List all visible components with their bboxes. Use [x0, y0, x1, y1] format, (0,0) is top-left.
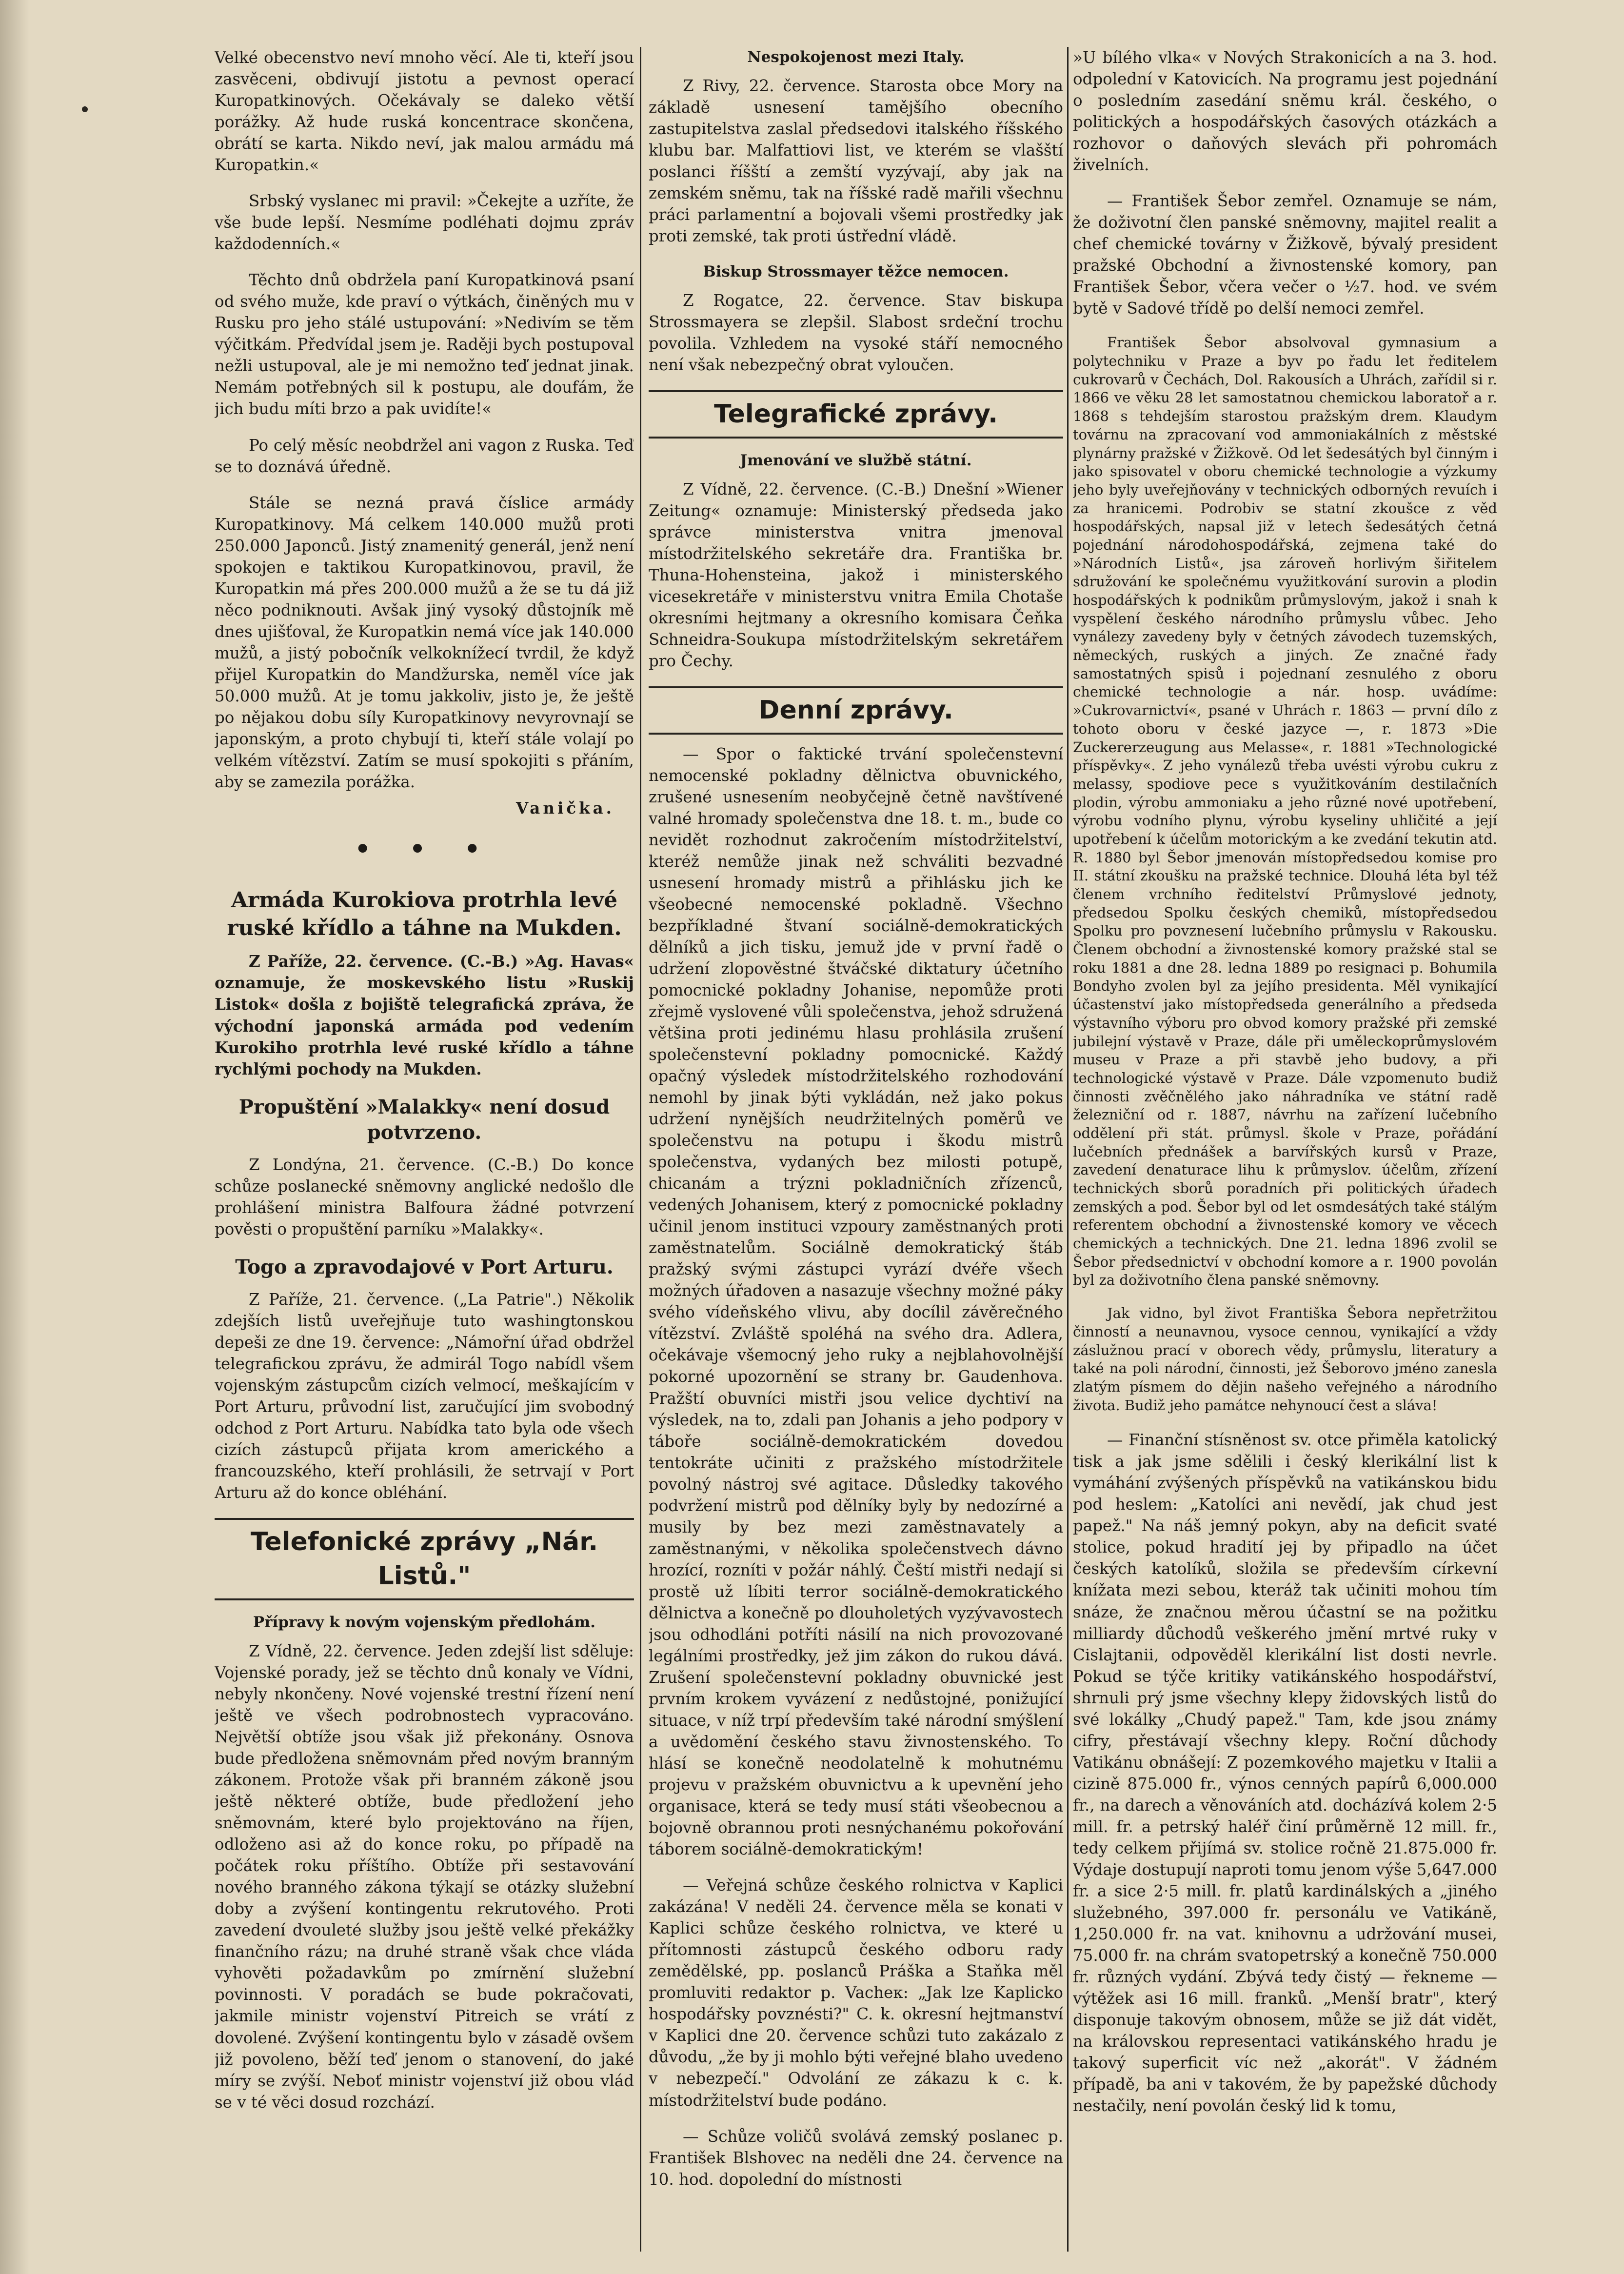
headline-appointments: Jmenování ve službě státní.: [740, 451, 972, 469]
article-paragraph: — Veřejná schůze českého rolnictva v Kaplici zakázána! V neděli 24. července měla se konati v Kaplici schůze českého rolnictva, ve které u přítomnosti zástupců českého odboru rady zemědělské, pp. poslanců Práška a Staňka měl promluviti redaktor p. Vacheк: „Jak lze Kaplicko hospodářsky povznésti?" C. k. okresní hejtmanství v Kaplici dne 20. července schůzi tuto zakázalo z důvodu, „že by ji mohlo býti veřejné blaho uvedeno v nebezpečí." Odvolání ze zákazu k c. k. místodržitelství bude podáno.: [649, 1876, 1063, 2110]
article-paragraph: Z Paříže, 22. července. (C.-B.) »Ag. Havas« oznamuje, že moskevského listu »Ruskij Listok« došla z bojiště telegrafická zpráva, že východní japonská armáda pod vedením Kurokiho protrhla levé ruské křídlo a táhne rychlými pochody na Mukden.: [215, 952, 634, 1078]
article-paragraph: František Šebor absolvoval gymnasium a polytechniku v Praze a byv po řadu let ředitelem cukrovarů v Čechách, Dol. Rakousích a Uhrách, zařídil si r. 1866 ve věku 28 let samostatnou chemickou laboratoř a r. 1868 s tehdejším starostou pražským drem. Klaudym továrnu na zpracovaní vod ammoniakálních z městské plynárny pražské v Žižkově. Od let šedesátých byl činným i jako spisovatel v oboru chemické technologie a výzkumy jeho byly uveřejňovány v technických odborných revuích i za hranicemi. Podrobiv se statní zkoušce z věd hospodářských, napsal již v letech šedesátých četná pojednání národohospodářská, zejmena také do »Národních Listů«, jsa zároveň horlivým šiřitelem sdružování ke společnému využitkování surovin a plodin hospodářských k podnikům průmyslovým, jakož i snah k vyspělení českého národního průmyslu vůbec. Jeho vynálezy zavedeny byly v četných závodech tuzemských, německých, ruských a jiných. Ze značné řady samostatných spisů i pojednaní zesnulého z oboru chemické technologie a nár. hosp. uvádíme: »Cukrovarnictví«, psané v Uhrách r. 1863 — první dílo z tohoto oboru v české jazyce —, r. 1873 »Die Zuckererzeugung aus Melasse«, r. 1881 »Technologické příspěvky«. Z jeho vynálezů třeba uvésti výrobu cukru z melassy, spodiove pece s využitkováním destilačních plodin, výrobu ammoniaku a jeho různé nové upotřebení, výrobu vodního plynu, výrobu kyseliny uhličité a její upotřebení k účelům motorickým a ke zvedání tekutin atd. R. 1880 byl Šebor jmenován místopředsedou komise pro II. státní zkoušku na pražské technice. Dlouhá léta byl též členem vrchního ředitelství Průmyslové jednoty, předsedou Spolku českých chemiků, místopředsedou Spolku pro povznesení lučebního průmyslu v Rakousku. Členem obchodní a živnostenské komory pražské stal se roku 1881 a dne 28. ledna 1889 po resignaci p. Bohumila Bondyho zvolen byl za jejího presidenta. Měl vynikající účastenství jako místopředseda generálního a předseda výstavního výboru pro obvod komory pražské při zemské jubilejní výstavě v Praze, dále při uměleckoprůmyslovém museu v Praze a při stavbě jeho budovy, a při technologické výstavě v Praze. Dále vzpomenuto budiž činnosti zvěčnělého jako náhradníka ve státní radě železniční od r. 1887, návrhu na zařízení lučebního oddělení při stát. průmysl. škole v Praze, pořádání lučebních přednášek a barvířských kursů v Praze, zavedení denaturace lihu k průmyslov. účelům, zřízení technických sborů poradních při politických úřadech zemských a pod. Šebor byl od let osmdesátých také stálým referentem obchodní a živnostenské komory ve věcech chemických a technických. Dne 21. ledna 1896 zvolil se Šebor předsednictví v obchodní komore a r. 1900 povolán byl za doživotního člena panské sněmovny.: [1073, 334, 1497, 1289]
article-paragraph: Z Paříže, 21. července. („La Patrie".) Několik zdejších listů uveřejňuje tuto washingtonskou depeši ze dne 19. července: „Námořní úřad obdržel telegrafickou zprávu, že admirál Togo nabídl všem vojenským zástupcům cizích velmocí, meškajícím v Port Arturu, průvodní list, zaručující jim svobodný odchod z Port Arturu. Nabídka tato byla ode všech cizích zástupců přijata krom amerického a francouzského, kteří prohlásili, že setrvají v Port Arturu až do konce obléhání.: [215, 1290, 634, 1502]
article-paragraph: Jak vidno, byl život Františka Šebora nepřetržitou činností a neunavnou, vysoce cennou, vynikající a vždy záslužnou prací v oborech vědy, průmyslu, literatury a také na poli národní, činnosti, jež Šeborovo jméno zanesla zlatým písmem do dějin našeho veřejného a národního života. Budiž jeho památce nehynoucí čest a sláva!: [1073, 1305, 1497, 1414]
headline-malakka: Propuštění »Malakky« není dosud potvrzeno.: [238, 1095, 610, 1144]
article-paragraph: — Finanční stísněnost sv. otce přiměla katolický tisk a jak jsme sdělili i český klerikální list k vymáhání zvýšených příspěvků na vatikánskou bidu pod heslem: „Katolíci ani nevědí, jak chud jest papež." Na náš jemný pokyn, aby na deficit svaté stolice, pokud hradití jej by připadlo na účet českých katolíků, složila se především církevní knížata mezi sebou, kteráž tak učiniti mohou tím snáze, že značnou měrou účastní se na požitku milliardy důchodů veškerého jmění mrtvé ruky v Cislajtanii, odpověděl klerikální list dosti nevrle. Pokud se týče kritiky vatikánského hospodářství, shrnuli prý jsme všechny klepy židovských listů do své lokálky „Chudý papež." Tam, kde jsou známy cifry, přestávají všechny klepy. Roční důchody Vatikánu obnášejí: Z pozemkového majetku v Italii a cizině 875.000 fr., výnos cenných papírů 6,000.000 fr., na darech a věnováních atd. docházívá kolem 2·5 mill. fr. a petrský haléř činí průměrně 12 mill. fr., tedy celkem přijímá sv. stolice ročně 21.875.000 fr. Výdaje dostupují naproti tomu jenom výše 5,647.000 fr. a sice 2·5 mill. fr. platů kardinálských a „jiného služebného, 397.000 fr. personálu ve Vatikáně, 1,250.000 fr. na vat. knihovnu a udržování musei, 75.000 fr. na chrám svatopetrský a konečně 750.000 fr. různých vydání. Zbývá tedy čistý — řekneme — výtěžek asi 16 mill. franků. „Menší bratr", který disponuje takovým obnosem, může se již dát vidět, na královskou representaci vatikánského hradu je takový superficit víc než „akorát". V žádném případě, ba ani v takovém, že by papežské důchody nestačily, není povolán český lid k tomu,: [1073, 1431, 1497, 2115]
column-rule-1: [640, 47, 641, 2252]
ink-spot: [82, 106, 88, 112]
headline-togo: Togo a zpravodajové v Port Arturu.: [235, 1255, 614, 1278]
author-signature: Vanička.: [516, 798, 614, 818]
section-separator: • • •: [354, 831, 495, 867]
headline-kuroki: Armáda Kurokiova protrhla levé ruské křídlo a táhne na Mukden.: [227, 888, 622, 941]
article-paragraph: Z Londýna, 21. července. (C.-B.) Do konce schůze poslanecké sněmovny anglické nedošlo dle prohlášení ministra Balfoura žádné potvrzení pověsti o propuštění parníku »Malakky«.: [215, 1155, 634, 1238]
column-rule-2: [1067, 47, 1069, 2252]
article-paragraph: Z Vídně, 22. července. (C.-B.) Dnešní »Wiener Zeitung« oznamuje: Ministerský předseda jako správce ministerstva vnitra jmenoval místodržitelského sekretáře dra. Františka br. Thuna-Hohensteina, jakož i ministerského vicesekretáře v ministerstvu vnitra Emila Chotaše okresními hejtmany a okresního komisara Čeňka Schneidra-Soukupa místodržitelským sekretářem pro Čechy.: [649, 479, 1063, 671]
page-binding-edge: [0, 0, 29, 2274]
column-2: [649, 47, 1063, 2252]
section-banner-telephone: Telefonické zprávy „Nár. Listů.": [215, 1518, 634, 1600]
article-paragraph: Stále se nezná pravá číslice armády Kuropatkinovy. Má celkem 140.000 mužů proti 250.000 Japonců. Jistý znamenitý generál, jenž není spokojen e taktikou Kuropatkinovou, pravil, že Kuropatkin má přes 200.000 mužů a že se tu dá již něco podniknouti. Avšak jiný vysoký důstojník mě dnes ujišťoval, že Kuropatkin nemá více jak 140.000 mužů, a jistý pobočník velkoknížecí tvrdil, že když přijel Kuropatkin do Mandžurska, neměl více jak 50.000 mužů. At je tomu jakkoliv, jisto je, že ještě po nějakou dobu síly Kuropatkinovy nevyrovnají se japonským, a proto chybují ti, kteří stále volají po velkém vítězství. Zatím se musí spokojiti s přáním, aby se zamezila porážka.: [215, 493, 634, 791]
article-paragraph: — František Šebor zemřel. Oznamuje se nám, že doživotní člen panské sněmovny, majitel realit a chef chemické továrny v Žižkově, bývalý president pražské Obchodní a živnostenské komory, pan František Šebor, včera večer o ½7. hod. ve svém bytě v Sadové třídě po delší nemoci zemřel.: [1073, 192, 1497, 318]
article-paragraph: Těchto dnů obdržela paní Kuropatkinová psaní od svého muže, kde praví o výtkách, činěných mu v Rusku pro jeho stálé ustupování: »Nedivím se těm výčitkám. Předvídal jsem je. Raději bych postupoval nežli ustupoval, ale je mi nemožno teď jednat jinak. Nemám potřebných sil k postupu, ale doufám, že jich budu míti brzo a pak uvidíte!«: [215, 271, 634, 419]
article-paragraph: »U bílého vlka« v Nových Strakonicích a na 3. hod. odpolední v Katovicích. Na programu jest pojednání o posledním zasedání sněmu král. českého, o politických a hospodářských časových otázkách a rozhovor o daňových slevách při pohromách živelních.: [1073, 48, 1497, 175]
headline-strossmayer: Biskup Strossmayer těžce nemocen.: [703, 263, 1009, 281]
column-1: [215, 47, 634, 2252]
article-paragraph: Po celý měsíc neobdržel ani vagon z Ruska. Teď se to doznává úředně.: [215, 436, 634, 476]
article-paragraph: — Spor o faktické trvání společenstevní nemocenské pokladny dělnictva obuvnického, zrušené usnesením neobyčejně četně navštívené valné hromady společenstva dne 18. t. m., bude co nevidět rozhodnut zakročením místodržitelství, kteréž nemůže jinak než schváliti bezvadné usnesení hromady mistrů a přihlásku jich ke všeobecné nemocenské pokladně. Všechno bezpříkladné štvaní sociálně-demokratických dělníků a jich tisku, jemuž jde v první řadě o udržení zlopověstné štváčské diktatury účetního pomocnické pokladny Johanise, nepomůže proti zřejmě vyslovené vůli společenstva, jehož sdružená většina proti jedinému hlasu prohlásila zrušení společenstevní pokladny pomocnické. Každý opačný výsledek místodržitelského rozhodování nemohl by jinak býti vykládán, než jako pokus udržení nynějších neudržitelných poměrů ve společenstvu na potupu i škodu mistrů společenstva, vydaných bez milosti potupě, chicanám a trýzni pokladničních zřízenců, vedených Johanisem, který z pomocnické pokladny učinil jenom instituci vzpoury zaměstnaných proti zaměstnatelům. Sociálně demokratický štáb pražský svými zástupci vyrází dvéře všech možných úřadoven a nasazuje všechny možné páky svého vídeňského vlivu, aby docílil závěrečného vítězství. Zvláště spoléhá na svého dra. Adlera, očekávaje všemocný jeho ruky a nejblahovolnější pokorné upozornění se strany br. Gaudenhova. Pražští obuvníci mistři jsou velice dychtiví na výsledek, na to, zdali pan Johanis a jeho podpory v táboře sociálně-demokratickém dovedou tentokráte učiniti z pražského místodržitele povolný nástroj své agitace. Důsledky takového podvržení mistrů pod dělníky byly by nedozírné a musily by bez mezi zaměstnavately a zaměstnanými, v několika společenstvech dávno hrozící, rozníti v požár náhlý. Čeští mistři nedají si prostě už líbiti terror sociálně-demokratického dělnictva a konečně po dlouholetých vyzývavostech jsou odhodláni potříti násilí na nich provozované legálními prostředky, jež jim zákon do rukou dává. Zrušení společenstevní pokladny obuvnické jest prvním krokem vyvázení z nedůstojné, ponižující situace, v níž trpí především také národní smýšlení a uvědomění českého stavu živnostenského. To hlásí se konečně neodolatelně k mohutnému projevu v pražském obuvnictvu a k upevnění jeho organisace, která se tedy musí státi všeobecnou a bojovně obrannou proti nesnýchanému pokořování táborem sociálně-demokratickým!: [649, 744, 1063, 1859]
article-paragraph: Srbský vyslanec mi pravil: »Čekejte a uzříte, že vše bude lepší. Nesmíme podléhati dojmu zpráv každodenních.«: [215, 192, 634, 254]
article-paragraph: Velké obecenstvo neví mnoho věcí. Ale ti, kteří jsou zasvěceni, obdivují jistotu a pevnost operací Kuropatkinových. Očekávaly se daleko větší porážky. Až hude ruská koncentrace skončena, obrátí se karta. Nikdo neví, jak malou armádu má Kuropatkin.«: [215, 48, 634, 175]
article-paragraph: — Schůze voličů svolává zemský poslanec p. František Blshovec na neděli dne 24. července na 10. hod. dopolední do místnosti: [649, 2127, 1063, 2189]
article-paragraph: Z Rivy, 22. července. Starosta obce Mory na základě usnesení tamějšího obecního zastupitelstva zaslal předsedovi italského říšského klubu bar. Malfattiovi list, ve kterém se vlašští poslanci říšští a zemští vyzývají, aby jak na zemském sněmu, tak na říšské radě mařili všechnu práci parlamentní a bojovali všemi prostředky jak proti zemské, tak proti ústřední vládě.: [649, 77, 1063, 246]
section-banner-telegraph: Telegrafické zprávy.: [649, 390, 1063, 438]
article-paragraph: Z Rogatce, 22. července. Stav biskupa Strossmayera se zlepšil. Slabost srdeční trochu povolila. Vzhledem na vysoké stáří nemocného není však nebezpečný obrat vyloučen.: [649, 291, 1063, 375]
column-3: [1073, 47, 1497, 2252]
article-paragraph: Z Vídně, 22. července. Jeden zdejší list sděluje: Vojenské porady, jež se těchto dnů konaly ve Vídni, nebyly nkončeny. Nové vojenské trestní řízení není ještě ve všech podrobnostech vypracováno. Největší obtíže jsou však již překonány. Osnova bude předložena sněmovnám před novým branným zákonem. Protože však při branném zákoně jsou ještě některé obtíže, bude předložení jeho sněmovnám, které bylo projektováno na říjen, odloženo asi až do konce roku, po případě na počátek roku příštího. Obtíže při sestavování nového branného zákona týkají se otázky služební doby a zvýšení kontingentu rekrutového. Proti zavedení dvouleté služby jsou ještě velké překážky finančního rázu; na druhé straně však chce vláda vyhověti požadavkům po zmírnění služební povinnosti. V poradách se bude pokračovati, jakmile ministr vojenství Pitreich se vrátí z dovolené. Zvýšení kontingentu bylo v zásadě ovšem již povoleno, běží teď jenom o stanovení, do jaké míry se zvýší. Neboť ministr vojenství již obou vlád se v té věci dosud rozchází.: [215, 1641, 634, 2112]
headline-italy: Nespokojenost mezi Italy.: [747, 48, 965, 66]
headline-military: Přípravy k novým vojenským předlohám.: [253, 1613, 596, 1631]
section-banner-daily: Denní zprávy.: [649, 686, 1063, 734]
